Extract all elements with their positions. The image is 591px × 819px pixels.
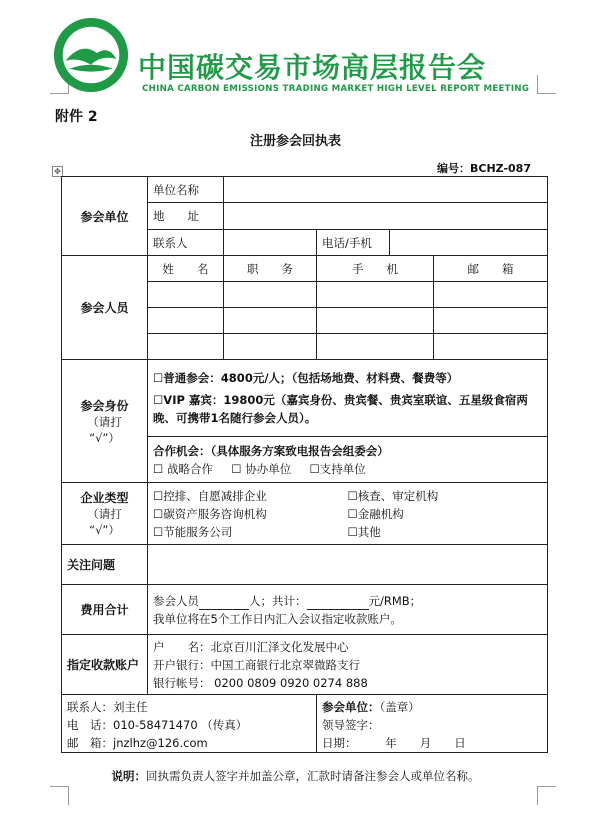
organizer-contact: [62, 695, 317, 753]
enterprise-section-label: 企业类型 （请打 “√”）: [62, 483, 148, 545]
registration-form-table: [61, 176, 548, 753]
attendee-name-cell[interactable]: [148, 282, 224, 308]
concern-section-label: 关注问题: [62, 545, 148, 585]
banner-title-en: CHINA CARBON EMISSIONS TRADING MARKET HIGH LEVEL REPORT MEETING: [142, 84, 530, 94]
phone-label: 电话/手机: [317, 230, 390, 256]
attendee-name-cell[interactable]: [148, 334, 224, 360]
supporter-checkbox[interactable]: ☐支持单位: [309, 461, 366, 476]
account-number: 银行帐号： 0200 0809 0920 0274 888: [153, 675, 368, 690]
verification-checkbox[interactable]: ☐核查、审定机构: [347, 488, 439, 503]
table-move-handle-icon[interactable]: ✥: [52, 166, 63, 177]
seal-note: （盖章）: [379, 700, 420, 714]
concern-field[interactable]: [148, 545, 548, 585]
contact-phone: 电 话：010-58471470 （传真）: [67, 718, 248, 732]
account-section-label: 指定收款账户: [62, 635, 148, 695]
page-corner-mark: [50, 786, 69, 805]
col-header-mobile: 手 机: [317, 256, 434, 282]
emission-control-checkbox[interactable]: ☐控排、自愿减排企业: [153, 488, 267, 503]
attendee-count-field[interactable]: [199, 597, 249, 610]
reference-number: 编号：BCHZ-087: [437, 162, 531, 175]
col-header-email: 邮 箱: [434, 256, 548, 282]
identity-options: [148, 360, 548, 437]
account-holder: 户 名：北京百川汇泽文化发展中心: [153, 639, 349, 654]
account-details: [148, 635, 548, 695]
seal-label: 参会单位：: [322, 700, 380, 714]
green-circle-logo-icon: [52, 16, 130, 94]
fee-details: 参会人员 人；共计： 元/RMB； 我单位将在5个工作日内汇入会议指定收款账户。: [148, 585, 548, 635]
carbon-consulting-checkbox[interactable]: ☐碳资产服务咨询机构: [153, 506, 267, 521]
attendee-title-cell[interactable]: [224, 282, 317, 308]
date-field[interactable]: 日期： 年 月 日: [322, 736, 466, 750]
header-banner: [52, 14, 562, 94]
col-header-title: 职 务: [224, 256, 317, 282]
phone-field[interactable]: [390, 230, 548, 256]
attendee-email-cell[interactable]: [434, 308, 548, 334]
other-checkbox[interactable]: ☐其他: [347, 524, 381, 539]
financial-checkbox[interactable]: ☐金融机构: [347, 506, 404, 521]
footnote-label: 说明：: [111, 769, 146, 783]
attendee-name-cell[interactable]: [148, 308, 224, 334]
address-label: 地 址: [148, 203, 224, 230]
regular-attendance-checkbox[interactable]: ☐普通参会：4800元/人；（包括场地费、材料费、餐费等）: [153, 371, 459, 385]
attendees-section-label: 参会人员: [62, 256, 148, 360]
attendee-email-cell[interactable]: [434, 282, 548, 308]
strategic-cooperation-checkbox[interactable]: ☐ 战略合作: [153, 461, 213, 476]
address-field[interactable]: [224, 203, 548, 230]
enterprise-options: [148, 483, 548, 545]
cooperation-options: [148, 437, 548, 483]
banner-title-cn: 中国碳交易市场高层报告会: [138, 51, 487, 84]
footnote: [0, 768, 591, 784]
attendee-title-cell[interactable]: [224, 308, 317, 334]
account-bank: 开户银行：中国工商银行北京翠微路支行: [153, 657, 360, 672]
col-header-name: 姓 名: [148, 256, 224, 282]
identity-section-label: 参会身份 （请打 “√”）: [62, 360, 148, 483]
unit-name-field[interactable]: [224, 177, 548, 203]
co-organizer-checkbox[interactable]: ☐ 协办单位: [231, 461, 292, 476]
attendee-email-cell[interactable]: [434, 334, 548, 360]
cooperation-title: 合作机会：（具体服务方案致电报告会组委会）: [153, 443, 389, 458]
energy-service-checkbox[interactable]: ☐节能服务公司: [153, 524, 233, 539]
attendee-mobile-cell[interactable]: [317, 308, 434, 334]
attendee-title-cell[interactable]: [224, 334, 317, 360]
contact-email: 邮 箱：jnzlhz@126.com: [67, 736, 208, 750]
contact-label: 联系人: [148, 230, 224, 256]
attachment-label: 附件 2: [55, 109, 98, 125]
unit-name-label: 单位名称: [148, 177, 224, 203]
attendee-mobile-cell[interactable]: [317, 334, 434, 360]
contact-field[interactable]: [224, 230, 317, 256]
total-amount-field[interactable]: [307, 597, 369, 610]
contact-person: 联系人：刘主任: [67, 700, 148, 714]
seal-signature-block: [317, 695, 548, 753]
vip-attendance-checkbox[interactable]: ☐VIP 嘉宾：19800元（嘉宾身份、贵宾餐、贵宾室联谊、五星级食宿两晚、可携带1名随行参会人员）。: [153, 393, 528, 425]
fee-section-label: 费用合计: [62, 585, 148, 635]
unit-section-label: 参会单位: [62, 177, 148, 256]
leader-signature-field[interactable]: 领导签字：: [322, 718, 380, 732]
page-corner-mark: [537, 786, 556, 805]
footnote-text: 回执需负责人签字并加盖公章，汇款时请备注参会人或单位名称。: [146, 769, 480, 783]
attendee-mobile-cell[interactable]: [317, 282, 434, 308]
page-title: 注册参会回执表: [249, 134, 341, 149]
